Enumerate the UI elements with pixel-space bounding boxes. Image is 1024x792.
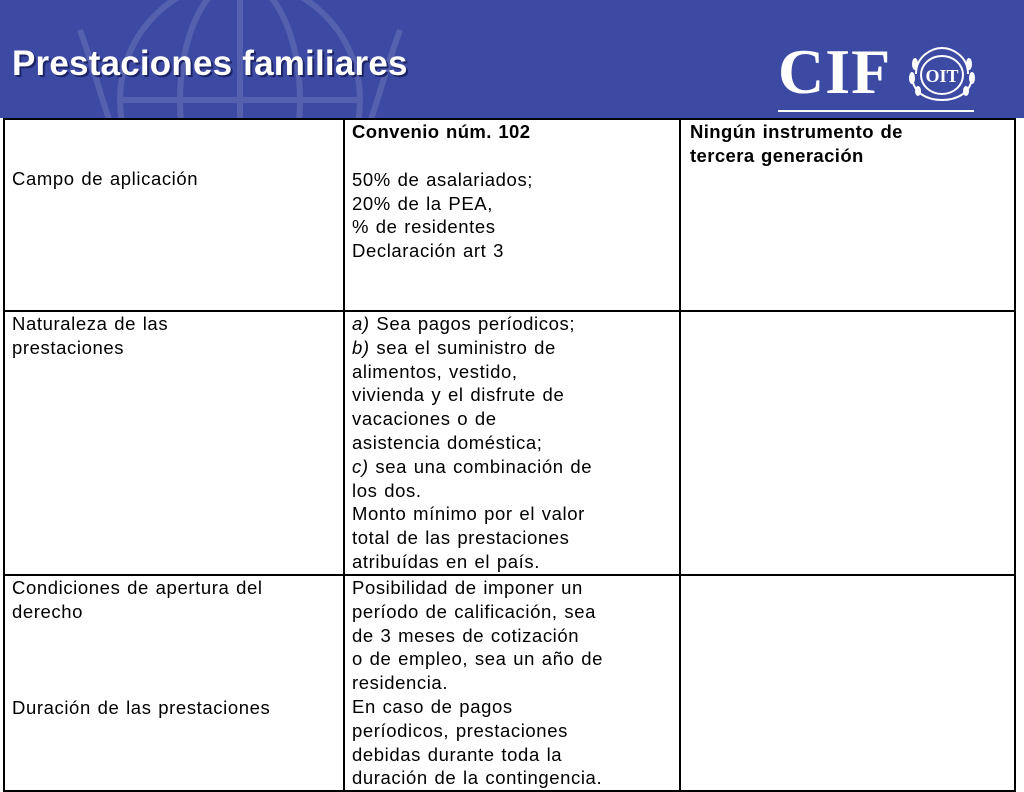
text-line: Monto mínimo por el valor	[352, 503, 585, 525]
emblem-text: OIT	[925, 66, 959, 86]
row-label-line: Naturaleza de las	[12, 313, 169, 334]
row-label-line: derecho	[12, 600, 84, 622]
column-heading: Convenio núm. 102	[352, 121, 531, 142]
column-heading-line: Ningún instrumento de	[690, 121, 903, 142]
text-line: atribuídas en el país.	[352, 550, 540, 572]
text-line: debidas durante toda la	[352, 743, 563, 765]
spacer	[12, 624, 343, 696]
item-text: sea una combinación de	[368, 455, 593, 477]
text-line: % de residentes	[352, 216, 496, 238]
text-line: períodicos, prestaciones	[352, 719, 568, 741]
table-cell	[344, 575, 680, 791]
text-line	[352, 336, 679, 360]
text-line: vivienda y el disfrute de	[352, 384, 565, 406]
column-heading-line: tercera generación	[690, 144, 864, 166]
table-cell	[344, 311, 680, 575]
item-text: sea el suministro de	[369, 336, 556, 358]
text-line: 20% de la PEA,	[352, 192, 493, 214]
item-label: c)	[352, 455, 369, 477]
text-line: 50% de asalariados;	[352, 168, 534, 190]
item-label: a)	[352, 313, 370, 334]
text-line: asistencia doméstica;	[352, 431, 543, 453]
logo-underline	[778, 110, 974, 112]
text-line	[352, 312, 679, 336]
table-cell	[680, 119, 1015, 311]
text-line: Declaración art 3	[352, 240, 505, 262]
text-line: período de calificación, sea	[352, 600, 596, 622]
text-line: alimentos, vestido,	[352, 360, 518, 382]
page-title: Prestaciones familiares	[12, 44, 408, 83]
slide-header	[0, 0, 1024, 118]
table-cell	[680, 311, 1015, 575]
table-row	[4, 119, 1015, 311]
row-label-line: Condiciones de apertura del	[12, 577, 263, 598]
text-line: En caso de pagos	[352, 695, 513, 717]
row-label: Duración de las prestaciones	[12, 696, 271, 718]
item-label: b)	[352, 336, 370, 358]
logo-text: CIF	[778, 36, 892, 107]
text-line: Posibilidad de imponer un	[352, 577, 583, 598]
comparison-table	[3, 118, 1016, 792]
text-line: de 3 meses de cotización	[352, 624, 580, 646]
oit-emblem-icon	[906, 44, 978, 102]
table-cell	[4, 575, 344, 791]
table-row	[4, 575, 1015, 791]
text-line: vacaciones o de	[352, 408, 497, 430]
row-label-line: prestaciones	[12, 336, 125, 358]
item-text: Sea pagos períodicos;	[369, 313, 576, 334]
table-row	[4, 311, 1015, 575]
row-label: Campo de aplicación	[12, 168, 199, 189]
table-cell	[4, 119, 344, 311]
table-cell	[4, 311, 344, 575]
text-line: residencia.	[352, 672, 449, 694]
table-cell	[680, 575, 1015, 791]
cif-oit-logo	[778, 36, 978, 116]
table-cell	[344, 119, 680, 311]
spacer	[352, 144, 679, 168]
text-line	[352, 455, 679, 479]
text-line: los dos.	[352, 479, 422, 501]
text-line: total de las prestaciones	[352, 527, 570, 549]
text-line: duración de la contingencia.	[352, 767, 603, 789]
text-line: o de empleo, sea un año de	[352, 648, 603, 670]
